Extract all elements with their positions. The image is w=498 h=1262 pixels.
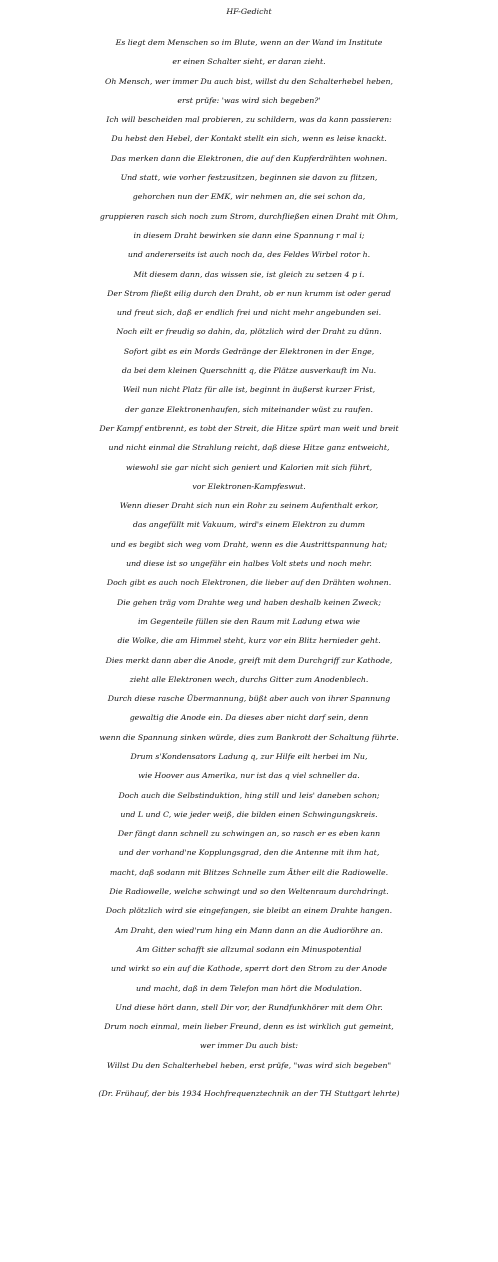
poem-line: und macht, daß in dem Telefon man hört die Modulation.	[135, 983, 363, 993]
poem-line: Dies merkt dann aber die Anode, greift mit dem Durchgriff zur Kathode,	[105, 655, 393, 665]
poem-line: Es liegt dem Menschen so im Blute, wenn an der Wand im Institute	[115, 38, 383, 47]
poem-line: gewaltig die Anode ein. Da dieses aber nicht darf sein, denn	[129, 713, 369, 723]
author-credit: (Dr. Frühauf, der bis 1934 Hochfrequenztechnik an der TH Stuttgart lehrte)	[98, 1089, 400, 1099]
poem-line: er einen Schalter sieht, er daran zieht.	[172, 57, 326, 67]
poem-line: Willst Du den Schalterhebel heben, erst prüfe, "was wird sich begeben"	[106, 1060, 392, 1070]
poem-line: Oh Mensch, wer immer Du auch bist, willst du den Schalterhebel heben,	[105, 76, 393, 86]
poem-line: und es begibt sich weg vom Draht, wenn es die Austrittspannung hat;	[110, 539, 388, 549]
poem-line: gehorchen nun der EMK, wir nehmen an, die sei schon da,	[132, 192, 366, 202]
poem-line: das angefüllt mit Vakuum, wird's einem Elektron zu dumm	[132, 520, 366, 530]
poem-line: Du hebst den Hebel, der Kontakt stellt ein sich, wenn es leise knackt.	[111, 134, 387, 144]
poem-line: wie Hoover aus Amerika, nur ist das q viel schneller da.	[138, 771, 360, 781]
poem-line: Drum s'Kondensators Ladung q, zur Hilfe eilt herbei im Nu,	[130, 751, 368, 761]
poem-line: und L und C, wie jeder weiß, die bilden einen Schwingungskreis.	[120, 809, 378, 819]
poem-line: in diesem Draht bewirken sie dann eine Spannung r mal i;	[133, 230, 365, 240]
poem-line: macht, daß sodann mit Blitzes Schnelle zum Äther eilt die Radiowelle.	[109, 867, 389, 877]
poem-line: wenn die Spannung sinken würde, dies zum Bankrott der Schaltung führte.	[99, 732, 399, 742]
poem-line: Ich will bescheiden mal probieren, zu schildern, was da kann passieren:	[106, 115, 392, 125]
poem-line: und nicht einmal die Strahlung reicht, daß diese Hitze ganz entweicht,	[108, 443, 390, 453]
poem-line: Doch plötzlich wird sie eingefangen, sie bleibt an einem Drahte hangen.	[105, 906, 393, 916]
poem-line: Wenn dieser Draht sich nun ein Rohr zu seinem Aufenthalt erkor,	[119, 501, 379, 511]
poem-line: und wirkt so ein auf die Kathode, sperrt dort den Strom zu der Anode	[111, 964, 387, 974]
poem-line: Und diese hört dann, stell Dir vor, der Rundfunkhörer mit dem Ohr.	[115, 1002, 383, 1012]
poem-line: Und statt, wie vorher festzusitzen, beginnen sie davon zu flitzen,	[120, 173, 378, 183]
poem-line: vor Elektronen-Kampfeswut.	[192, 481, 306, 491]
poem-line: der ganze Elektronenhaufen, sich miteinander wüst zu raufen.	[125, 404, 373, 414]
poem-line: Durch diese rasche Übermannung, büßt aber auch von ihrer Spannung	[107, 694, 391, 704]
poem-line: Die gehen träg vom Drahte weg und haben deshalb keinen Zweck;	[116, 597, 382, 607]
poem-line: Weil nun nicht Platz für alle ist, beginnt in äußerst kurzer Frist,	[122, 385, 376, 395]
poem-line: zieht alle Elektronen wech, durchs Gitter zum Anodenblech.	[129, 674, 369, 684]
poem-line: Am Gitter schafft sie allzumal sodann ein Minuspotential	[136, 944, 362, 954]
poem-line: und diese ist so ungefähr ein halbes Volt stets und noch mehr.	[126, 559, 372, 569]
poem-line: da bei dem kleinen Querschnitt q, die Plätze ausverkauft im Nu.	[121, 366, 377, 376]
poem-line: Doch auch die Selbstinduktion, hing still und leis' daneben schon;	[118, 790, 380, 800]
poem-line: Drum noch einmal, mein lieber Freund, denn es ist wirklich gut gemeint,	[104, 1022, 394, 1032]
poem-line: und der vorhand'ne Kopplungsgrad, den die Antenne mit ihm hat,	[118, 848, 380, 858]
poem-title: HF-Gedicht	[226, 7, 272, 16]
poem-body	[0, 33, 498, 1075]
poem-line: Mit diesem dann, das wissen sie, ist gleich zu setzen 4 p i.	[133, 269, 365, 279]
poem-line: Der Strom fließt eilig durch den Draht, ob er nun krumm ist oder gerad	[107, 288, 391, 298]
poem-line: wer immer Du auch bist:	[199, 1041, 299, 1051]
poem-line: Die Radiowelle, welche schwingt und so den Weltenraum durchdringt.	[109, 887, 389, 897]
poem-line: im Gegenteile füllen sie den Raum mit Ladung etwa wie	[137, 616, 361, 626]
poem-line: gruppieren rasch sich noch zum Strom, durchfließen einen Draht mit Ohm,	[99, 211, 399, 221]
poem-line: und andererseits ist auch noch da, des Feldes Wirbel rotor h.	[127, 250, 371, 260]
poem-line: Sofort gibt es ein Mords Gedränge der Elektronen in der Enge,	[123, 346, 375, 356]
poem-line: die Wolke, die am Himmel steht, kurz vor ein Blitz hernieder geht.	[117, 636, 381, 646]
poem-line: Noch eilt er freudig so dahin, da, plötzlich wird der Draht zu dünn.	[116, 327, 382, 337]
poem-line: Doch gibt es auch noch Elektronen, die lieber auf den Drähten wohnen.	[106, 578, 392, 588]
poem-line: und freut sich, daß er endlich frei und nicht mehr angebunden sei.	[116, 308, 382, 318]
poem-line: erst prüfe: 'was wird sich begeben?'	[177, 95, 321, 105]
poem-line: Der Kampf entbrennt, es tobt der Streit, die Hitze spürt man weit und breit	[99, 423, 399, 433]
poem-line: Das merken dann die Elektronen, die auf den Kupferdrähten wohnen.	[110, 153, 388, 163]
poem-line: Der fängt dann schnell zu schwingen an, so rasch er es eben kann	[117, 829, 381, 839]
poem-line: Am Draht, den wied'rum hing ein Mann dann an die Audioröhre an.	[115, 925, 383, 935]
poem-line: wiewohl sie gar nicht sich geniert und Kalorien mit sich führt,	[125, 462, 373, 472]
